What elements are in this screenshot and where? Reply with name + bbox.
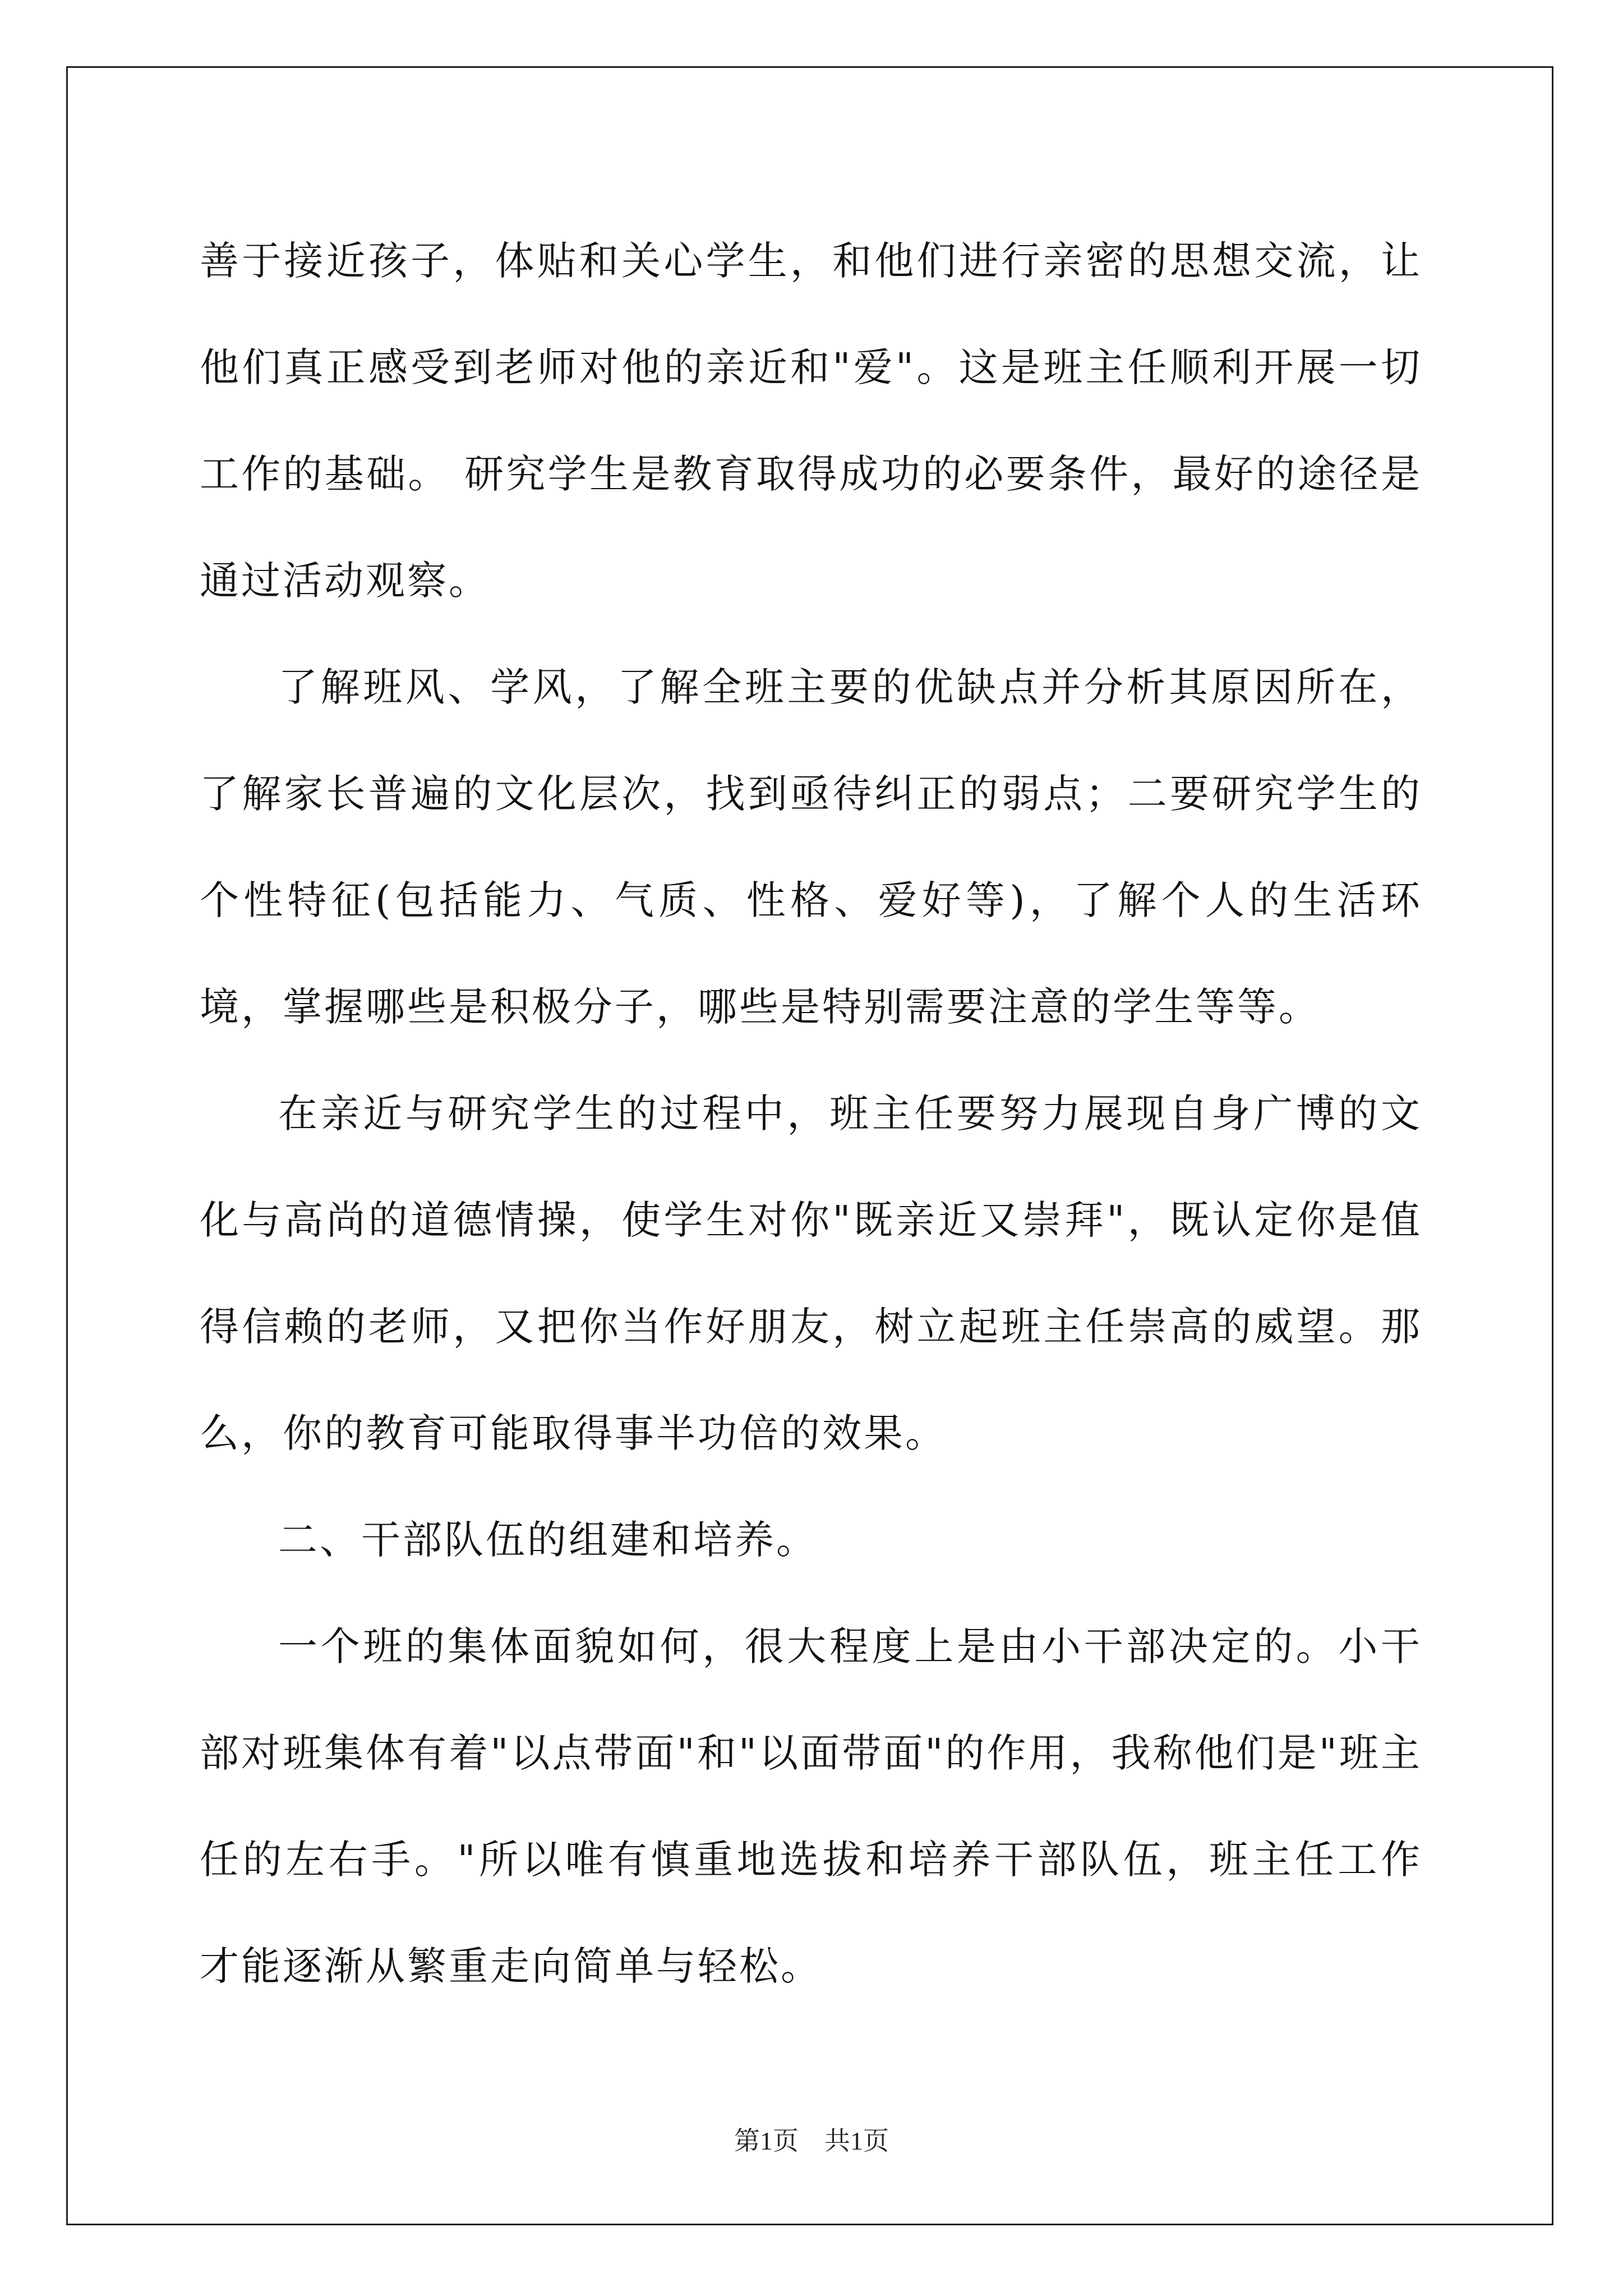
section-heading: 二、干部队伍的组建和培养。 [278, 1517, 818, 1563]
paragraph-3: 在亲近与研究学生的过程中，班主任要努力展现自身广博的文化与高尚的道德情操，使学生对你"既亲近又崇拜"，既认定你是值得信赖的老师，又把你当作好朋友，树立起班主任崇高的威望。那么，你的教育可能取得事半功倍的效果。 [200, 1091, 1422, 1456]
document-body [200, 208, 1422, 2019]
paragraph-4: 一个班的集体面貌如何，很大程度上是由小干部决定的。小干部对班集体有着"以点带面"和"以面带面"的作用，我称他们是"班主任的左右手。"所以唯有慎重地选拔和培养干部队伍，班主任工作才能逐渐从繁重走向简单与轻松。 [200, 1623, 1422, 1989]
paragraph-1: 善于接近孩子，体贴和关心学生，和他们进行亲密的思想交流，让他们真正感受到老师对他的亲近和"爱"。这是班主任顺利开展一切工作的基础。 研究学生是教育取得成功的必要条件，最好的途径是通过活动观察。 [200, 238, 1422, 604]
page-footer: 第1页 共1页 [734, 2127, 889, 2155]
paragraph-2: 了解班风、学风，了解全班主要的优缺点并分析其原因所在，了解家长普遍的文化层次，找到亟待纠正的弱点；二要研究学生的个性特征(包括能力、气质、性格、爱好等)，了解个人的生活环境，掌握哪些是积极分子，哪些是特别需要注意的学生等等。 [200, 664, 1422, 1030]
